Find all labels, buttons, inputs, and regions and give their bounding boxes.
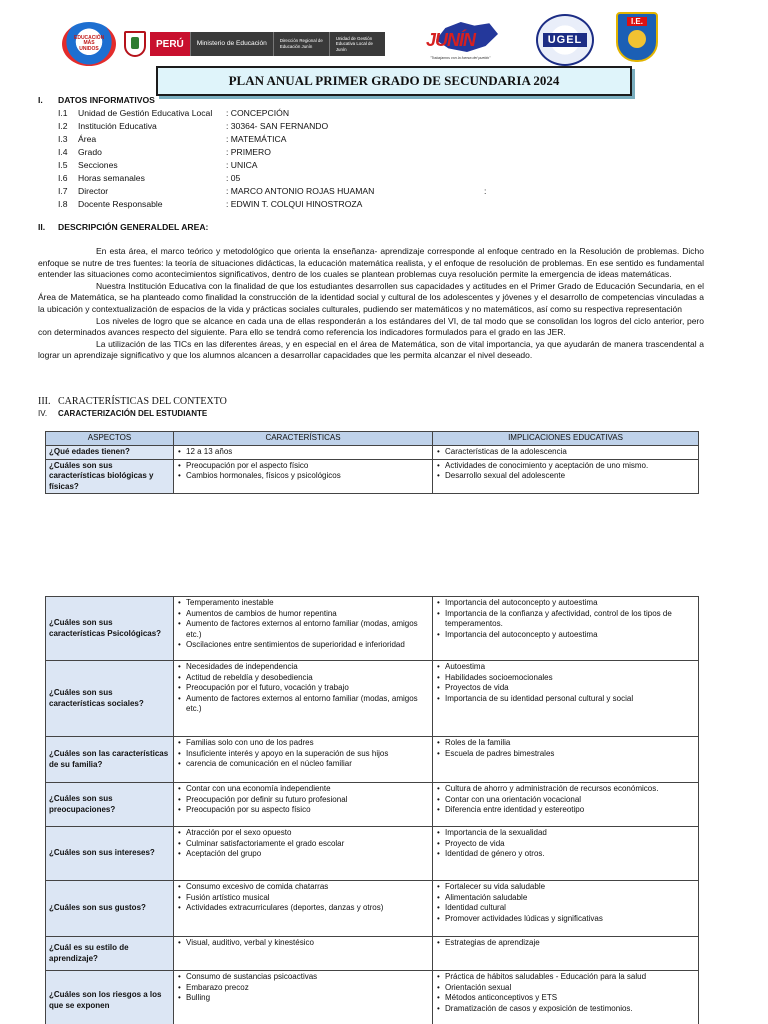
implications-cell <box>433 827 699 881</box>
characteristics-cell <box>174 937 433 971</box>
datos-row <box>58 107 578 120</box>
datos-value: : UNICA <box>226 160 258 170</box>
bullet-list <box>177 972 429 1004</box>
government-logo-bar <box>150 32 385 56</box>
implications-cell <box>433 459 699 494</box>
bullet-list <box>436 447 695 458</box>
datos-code: I.4 <box>58 147 68 157</box>
list-item: • Contar con una orientación vocacional <box>436 795 695 806</box>
list-item: • Preocupación por su aspecto físico <box>177 805 429 816</box>
header-aspectos: ASPECTOS <box>46 432 174 446</box>
bullet-list <box>436 784 695 816</box>
bullet-list <box>436 461 695 482</box>
list-item: • Fortalecer su vida saludable <box>436 882 695 893</box>
table-row <box>46 597 699 661</box>
datos-label: Institución Educativa <box>78 121 157 131</box>
header-caracteristicas: CARACTERÍSTICAS <box>174 432 433 446</box>
list-item: • Promover actividades lúdicas y significativas <box>436 914 695 925</box>
table-row <box>46 445 699 459</box>
aspect-question: ¿Cuáles son sus características Psicológicas? <box>46 597 174 661</box>
list-item: • Características de la adolescencia <box>436 447 695 458</box>
school-logo: I.E. <box>616 12 658 62</box>
list-item: • Temperamento inestable <box>177 598 429 609</box>
list-item: • Métodos anticonceptivos y ETS <box>436 993 695 1004</box>
table-row <box>46 661 699 737</box>
aspect-question: ¿Cuáles son sus características sociales? <box>46 661 174 737</box>
list-item: • carencia de comunicación en el núcleo familiar <box>177 759 429 770</box>
list-item: • Actitud de rebeldía y desobediencia <box>177 673 429 684</box>
bullet-list <box>177 738 429 770</box>
implications-cell <box>433 737 699 783</box>
datos-label: Director <box>78 186 109 196</box>
peru-label: PERÚ <box>150 32 190 56</box>
implications-cell <box>433 881 699 937</box>
bullet-list <box>436 598 695 640</box>
list-item: • Contar con una economía independiente <box>177 784 429 795</box>
datos-label: Secciones <box>78 160 118 170</box>
bullet-list <box>436 738 695 759</box>
implications-cell <box>433 783 699 827</box>
list-item: • Fusión artístico musical <box>177 893 429 904</box>
datos-label: Horas semanales <box>78 173 145 183</box>
datos-value: : EDWIN T. COLQUI HINOSTROZA <box>226 199 363 209</box>
aspect-question: ¿Cuáles son las características de su familia? <box>46 737 174 783</box>
datos-label: Área <box>78 134 97 144</box>
list-item: • Aumento de factores externos al entorno familiar (modas, amigos etc.) <box>177 619 429 640</box>
list-item: • Cultura de ahorro y administración de recursos económicos. <box>436 784 695 795</box>
datos-code: I.7 <box>58 186 68 196</box>
list-item: • Culminar satisfactoriamente el grado escolar <box>177 839 429 850</box>
table-header-row <box>46 432 699 446</box>
implications-cell <box>433 937 699 971</box>
list-item: • Proyectos de vida <box>436 683 695 694</box>
list-item: • Habilidades socioemocionales <box>436 673 695 684</box>
list-item: • Preocupación por definir su futuro profesional <box>177 795 429 806</box>
bullet-list <box>177 461 429 482</box>
bullet-list <box>436 938 695 949</box>
aspect-question: ¿Cuáles son los riesgos a los que se exponen <box>46 971 174 1024</box>
datos-row <box>58 198 578 211</box>
list-item: • Alimentación saludable <box>436 893 695 904</box>
list-item: • Dramatización de casos y exposición de testimonios. <box>436 1004 695 1015</box>
datos-code: I.6 <box>58 173 68 183</box>
list-item: • Cambios hormonales, físicos y psicológicos <box>177 471 429 482</box>
characteristics-cell <box>174 445 433 459</box>
datos-row <box>58 120 578 133</box>
list-item: • Atracción por el sexo opuesto <box>177 828 429 839</box>
list-item: • Escuela de padres bimestrales <box>436 749 695 760</box>
characteristics-cell <box>174 597 433 661</box>
datos-list <box>58 107 578 211</box>
list-item: • Desarrollo sexual del adolescente <box>436 471 695 482</box>
list-item: • Identidad cultural <box>436 903 695 914</box>
page-title: PLAN ANUAL PRIMER GRADO DE SECUNDARIA 2024 <box>228 73 560 88</box>
characteristics-cell <box>174 827 433 881</box>
datos-label: Docente Responsable <box>78 199 163 209</box>
education-badge-logo: EDUCACIÓN MÁS UNIDOS <box>62 22 116 66</box>
characteristics-cell <box>174 661 433 737</box>
characteristics-cell <box>174 783 433 827</box>
aspect-question: ¿Qué edades tienen? <box>46 445 174 459</box>
characteristics-cell <box>174 971 433 1024</box>
bullet-list <box>177 828 429 860</box>
bullet-list <box>436 662 695 704</box>
datos-label: Unidad de Gestión Educativa Local <box>78 108 213 118</box>
aspect-question: ¿Cuáles son sus intereses? <box>46 827 174 881</box>
list-item: • Actividades extracurriculares (deportes, danzas y otros) <box>177 903 429 914</box>
list-item: • Estrategias de aprendizaje <box>436 938 695 949</box>
implications-cell <box>433 661 699 737</box>
bullet-list <box>177 662 429 715</box>
list-item: • Visual, auditivo, verbal y kinestésico <box>177 938 429 949</box>
table-row <box>46 937 699 971</box>
ministry-label: Ministerio de Educación <box>190 32 273 56</box>
aspect-question: ¿Cuáles son sus gustos? <box>46 881 174 937</box>
list-item: • Identidad de género y otros. <box>436 849 695 860</box>
list-item: • Necesidades de independencia <box>177 662 429 673</box>
national-shield-icon <box>124 31 146 57</box>
list-item: • Práctica de hábitos saludables - Educación para la salud <box>436 972 695 983</box>
datos-row <box>58 133 578 146</box>
list-item: • Insuficiente interés y apoyo en la superación de sus hijos <box>177 749 429 760</box>
list-item: • Oscilaciones entre sentimientos de superioridad e inferioridad <box>177 640 429 651</box>
datos-value: : MARCO ANTONIO ROJAS HUAMAN <box>226 186 375 196</box>
datos-extra: : <box>484 186 487 196</box>
list-item: • Importancia de la confianza y afectividad, control de los tipos de temperamentos. <box>436 609 695 630</box>
description-paragraph: Nuestra Institución Educativa con la finalidad de que los estudiantes desarrollen sus capacidades y actitudes en el Primer Grado de Educación Secundaria, en el Área de Matemática, se ha planteado como finalidad la construcción de la identidad social y cultural de los adolescentes y jóvenes y el desarrollo de competencias vinculadas a la ubicación y contextualización de espacios de la vida y prácticas sociales culturales, pudiendo ser matemáticos y no matemáticos, así como su respectiva representación <box>38 280 704 314</box>
aspect-question: ¿Cuáles son sus preocupaciones? <box>46 783 174 827</box>
section-heading-descripcion: II. DESCRIPCIÓN GENERALDEL AREA: <box>38 222 209 232</box>
bullet-list <box>436 828 695 860</box>
characteristics-cell <box>174 737 433 783</box>
datos-value: : PRIMERO <box>226 147 271 157</box>
table-row <box>46 737 699 783</box>
datos-row <box>58 159 578 172</box>
datos-code: I.8 <box>58 199 68 209</box>
datos-value: : 30364- SAN FERNANDO <box>226 121 329 131</box>
characteristics-cell <box>174 881 433 937</box>
datos-value: : MATEMÁTICA <box>226 134 287 144</box>
section-heading-datos: I. DATOS INFORMATIVOS <box>38 95 155 105</box>
list-item: • Preocupación por el futuro, vocación y trabajo <box>177 683 429 694</box>
table-row <box>46 783 699 827</box>
aspect-question: ¿Cuál es su estilo de aprendizaje? <box>46 937 174 971</box>
bullet-list <box>177 784 429 816</box>
characteristics-cell <box>174 459 433 494</box>
description-paragraph: Los niveles de logro que se alcance en cada una de ellas responderán a los estándares del VI, de tal modo que se consolidan los logros del ciclo anterior, pero con determinados avances respecto del siguiente. Para ello se tendrá como referencia los indicadores formulados para el grado en las JER. <box>38 315 704 338</box>
table-row <box>46 971 699 1024</box>
list-item: • Importancia del autoconcepto y autoestima <box>436 630 695 641</box>
list-item: • 12 a 13 años <box>177 447 429 458</box>
bullet-list <box>177 882 429 914</box>
student-characterization-table-continued <box>45 596 699 1024</box>
bullet-list <box>436 972 695 1014</box>
description-paragraph: La utilización de las TICs en las diferentes áreas, y en especial en el área de Matemática, son de vital importancia, ya que ayudarán de manera trascendental a lograr un aprendizaje significativo y que los alumnos alcancen a desarrollar capacidades que les permita alcanzar el nivel deseado. <box>38 338 704 361</box>
datos-code: I.1 <box>58 108 68 118</box>
aspect-question: ¿Cuáles son sus características biológicas y físicas? <box>46 459 174 494</box>
implications-cell <box>433 445 699 459</box>
description-paragraph: En esta área, el marco teórico y metodológico que orienta la enseñanza- aprendizaje corresponde al enfoque centrado en la Resolución de problemas. Dicho enfoque se nutre de tres fuentes: la teoría de situaciones didácticas, la educación matemática realista, y el enfoque de resolución de problemas. En ese sentido es fundamental entender las situaciones como acontecimientos significativos, dentro de los cuales se plantean problemas cuya resolución permite la emergencia de ideas matemáticas. <box>38 246 704 280</box>
list-item: • Aumento de factores externos al entorno familiar (modas, amigos etc.) <box>177 694 429 715</box>
datos-value: : CONCEPCIÓN <box>226 108 290 118</box>
ugel-logo: UGEL <box>536 14 594 66</box>
list-item: • Importancia de su identidad personal cultural y social <box>436 694 695 705</box>
list-item: • Diferencia entre identidad y estereotipo <box>436 805 695 816</box>
datos-row <box>58 185 578 198</box>
list-item: • Importancia del autoconcepto y autoestima <box>436 598 695 609</box>
ugel-label: Unidad de Gestión Educativa Local de Junín <box>329 32 385 56</box>
list-item: • Consumo excesivo de comida chatarras <box>177 882 429 893</box>
table-row <box>46 827 699 881</box>
datos-code: I.2 <box>58 121 68 131</box>
datos-label: Grado <box>78 147 102 157</box>
list-item: • Bulling <box>177 993 429 1004</box>
table-row <box>46 881 699 937</box>
implications-cell <box>433 971 699 1024</box>
list-item: • Actividades de conocimiento y aceptación de uno mismo. <box>436 461 695 472</box>
datos-code: I.5 <box>58 160 68 170</box>
bullet-list <box>436 882 695 924</box>
table-row <box>46 459 699 494</box>
bullet-list <box>177 447 429 458</box>
page-title-box <box>156 66 632 96</box>
datos-row <box>58 172 578 185</box>
list-item: • Familias solo con uno de los padres <box>177 738 429 749</box>
datos-value: : 05 <box>226 173 241 183</box>
list-item: • Preocupación por el aspecto físico <box>177 461 429 472</box>
bullet-list <box>177 938 429 949</box>
list-item: • Roles de la familia <box>436 738 695 749</box>
area-description <box>38 246 704 362</box>
list-item: • Importancia de la sexualidad <box>436 828 695 839</box>
sun-icon <box>628 30 646 48</box>
student-characterization-table <box>45 431 699 494</box>
header-implicaciones: IMPLICACIONES EDUCATIVAS <box>433 432 699 446</box>
list-item: • Aceptación del grupo <box>177 849 429 860</box>
list-item: • Consumo de sustancias psicoactivas <box>177 972 429 983</box>
datos-row <box>58 146 578 159</box>
junin-logo: JUNÍN "Trabajamos con la fuerza del pueblo" <box>414 20 506 64</box>
header-logos <box>62 22 385 66</box>
section-heading-caracterizacion: IV. CARACTERIZACIÓN DEL ESTUDIANTE <box>38 409 208 418</box>
implications-cell <box>433 597 699 661</box>
dre-label: Dirección Regional de Educación Junín <box>273 32 329 56</box>
list-item: • Autoestima <box>436 662 695 673</box>
list-item: • Orientación sexual <box>436 983 695 994</box>
bullet-list <box>177 598 429 651</box>
list-item: • Embarazo precoz <box>177 983 429 994</box>
section-heading-contexto: III. CARACTERÍSTICAS DEL CONTEXTO <box>38 396 227 407</box>
datos-code: I.3 <box>58 134 68 144</box>
list-item: • Proyecto de vida <box>436 839 695 850</box>
list-item: • Aumentos de cambios de humor repentina <box>177 609 429 620</box>
